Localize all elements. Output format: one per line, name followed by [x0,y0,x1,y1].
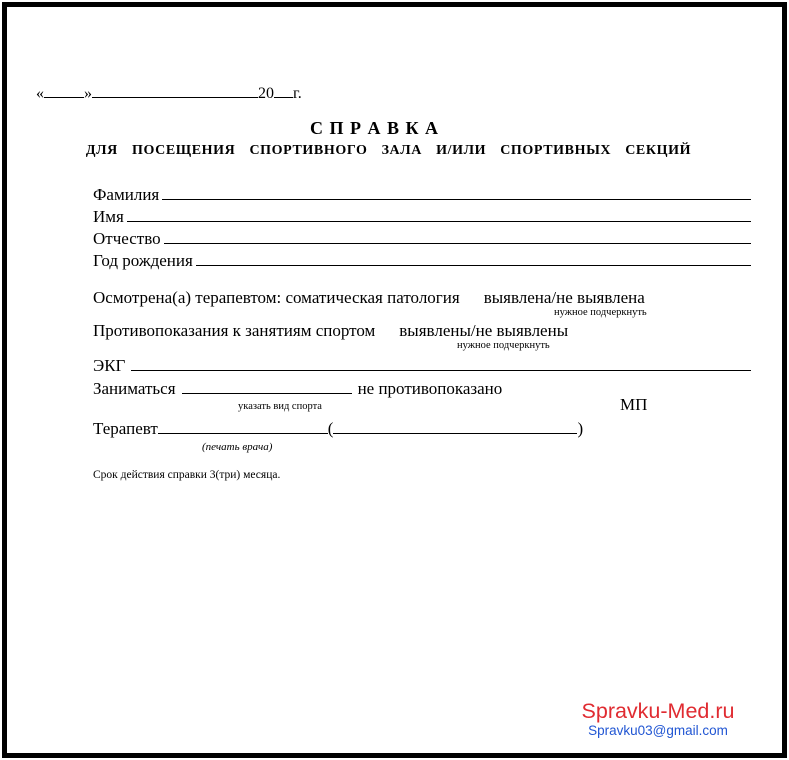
ekg-row [93,356,751,376]
field-row-patronymic [93,228,751,249]
exam-line-2 [93,321,568,341]
birth-year-label: Год рождения [93,251,193,270]
field-row-birth-year [93,250,751,271]
date-year-blank[interactable] [274,97,293,98]
doctor-stamp-note: (печать врача) [202,441,273,453]
activity-suffix: не противопоказано [357,379,503,398]
therapist-label: Терапевт [93,419,158,438]
date-open-quote: « [36,85,44,102]
stamp-label: МП [620,395,648,414]
date-year-suffix: г. [293,85,302,102]
sport-type-blank[interactable] [182,393,352,394]
surname-label: Фамилия [93,185,160,204]
date-line [36,85,302,103]
certificate-subtitle: ДЛЯ ПОСЕЩЕНИЯ СПОРТИВНОГО ЗАЛА И/ИЛИ СПОРТИВНЫХ СЕКЦИЙ [85,143,692,158]
email-link[interactable]: Spravku03@gmail.com [588,722,728,738]
name-blank[interactable] [127,221,751,222]
therapist-paren-close: ) [577,419,584,438]
validity-note: Срок действия справки 3(три) месяца. [93,469,281,481]
date-century: 20 [258,85,274,102]
surname-blank[interactable] [162,199,751,200]
therapist-paren-open: ( [327,419,334,438]
exam-line-2-text: Противопоказания к занятиям спортом [93,321,376,340]
birth-year-blank[interactable] [196,265,751,266]
patronymic-label: Отчество [93,229,161,248]
therapist-row [93,419,583,439]
exam-line-1-text: Осмотрена(а) терапевтом: соматическая патология [93,288,460,307]
underline-note-2: нужное подчеркнуть [457,340,550,351]
ekg-blank[interactable] [131,370,751,371]
certificate-title: С П Р А В К А [309,118,440,138]
patronymic-blank[interactable] [164,243,751,244]
sport-type-note: указать вид спорта [238,401,322,412]
ekg-label: ЭКГ [93,356,126,375]
therapist-name-blank[interactable] [333,433,577,434]
underline-note-1: нужное подчеркнуть [554,307,647,318]
exam-line-1-options[interactable]: выявлена/не выявлена [483,288,645,307]
date-day-blank[interactable] [44,97,84,98]
date-month-blank[interactable] [92,97,258,98]
therapist-signature-blank[interactable] [158,433,328,434]
activity-row [93,379,502,399]
name-label: Имя [93,207,124,226]
field-row-surname [93,184,751,205]
date-close-quote: » [84,85,92,102]
footer-branding [570,700,746,738]
field-row-name [93,206,751,227]
exam-line-2-options[interactable]: выявлены/не выявлены [399,321,569,340]
activity-prefix: Заниматься [93,379,176,398]
site-link[interactable]: Spravku-Med.ru [581,699,735,723]
exam-line-1 [93,288,645,308]
